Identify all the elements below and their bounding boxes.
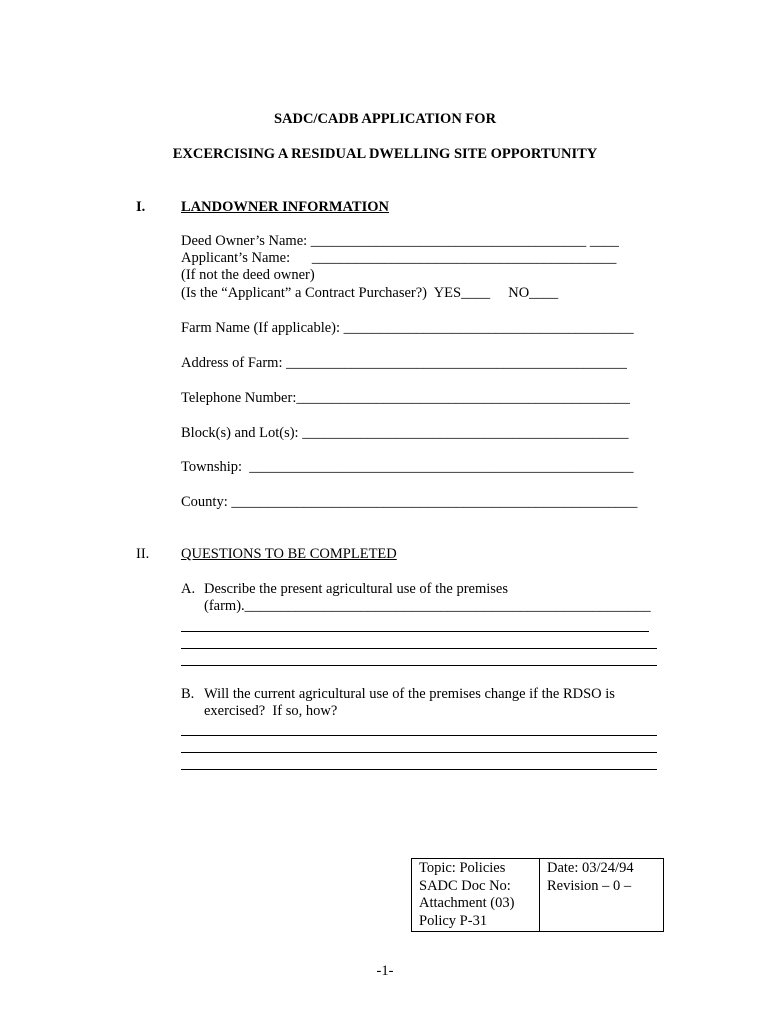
- answer-a-rule-1[interactable]: [181, 631, 649, 632]
- topic-label: Topic: Policies: [419, 860, 506, 876]
- attachment-label: Attachment (03): [419, 895, 515, 911]
- county-field[interactable]: County: ________________________________________________________: [181, 494, 638, 510]
- revision-label: Revision – 0 –: [547, 877, 632, 894]
- document-info-table: [411, 858, 664, 932]
- form-title-line1: SADC/CADB APPLICATION FOR: [273, 111, 497, 127]
- answer-a-rule-2[interactable]: [181, 648, 657, 649]
- deed-owner-field[interactable]: Deed Owner’s Name: ______________________________________ ____: [181, 233, 619, 249]
- section1-heading: LANDOWNER INFORMATION: [181, 199, 389, 215]
- block-lot-field[interactable]: Block(s) and Lot(s): _____________________________________________: [181, 425, 629, 441]
- question-b-label: B.: [181, 686, 195, 702]
- not-deed-owner-note: (If not the deed owner): [181, 267, 315, 283]
- contract-purchaser-field[interactable]: (Is the “Applicant” a Contract Purchaser?) YES____ NO____: [181, 285, 559, 301]
- section2-heading: QUESTIONS TO BE COMPLETED: [181, 546, 397, 562]
- question-a-answer-line[interactable]: (farm).________________________________________________________: [204, 598, 651, 614]
- farm-address-field[interactable]: Address of Farm: _______________________________________________: [181, 355, 627, 371]
- form-title-line2: EXCERCISING A RESIDUAL DWELLING SITE OPPORTUNITY: [172, 146, 598, 162]
- question-b-text-2: exercised? If so, how?: [204, 703, 338, 719]
- answer-b-rule-2[interactable]: [181, 752, 657, 753]
- answer-a-rule-3[interactable]: [181, 665, 657, 666]
- answer-b-rule-1[interactable]: [181, 735, 657, 736]
- section2-number: II.: [136, 546, 150, 562]
- township-field[interactable]: Township: _____________________________________________________: [181, 459, 634, 475]
- document-info-left-cell: [412, 859, 540, 932]
- section1-number: I.: [136, 199, 146, 215]
- policy-label: Policy P-31: [419, 912, 488, 929]
- farm-name-field[interactable]: Farm Name (If applicable): ________________________________________: [181, 320, 634, 336]
- page-number: -1-: [376, 963, 394, 979]
- date-label: Date: 03/24/94: [547, 860, 634, 876]
- telephone-field[interactable]: Telephone Number:______________________________________________: [181, 390, 630, 406]
- applicant-name-field[interactable]: Applicant’s Name: __________________________________________: [181, 250, 617, 266]
- question-a-text: Describe the present agricultural use of the premises: [204, 581, 508, 597]
- question-b-text: Will the current agricultural use of the premises change if the RDSO is: [204, 686, 615, 702]
- doc-no-label: SADC Doc No:: [419, 877, 511, 894]
- question-a-label: A.: [181, 581, 196, 597]
- document-info-right-cell: [540, 859, 664, 932]
- answer-b-rule-3[interactable]: [181, 769, 657, 770]
